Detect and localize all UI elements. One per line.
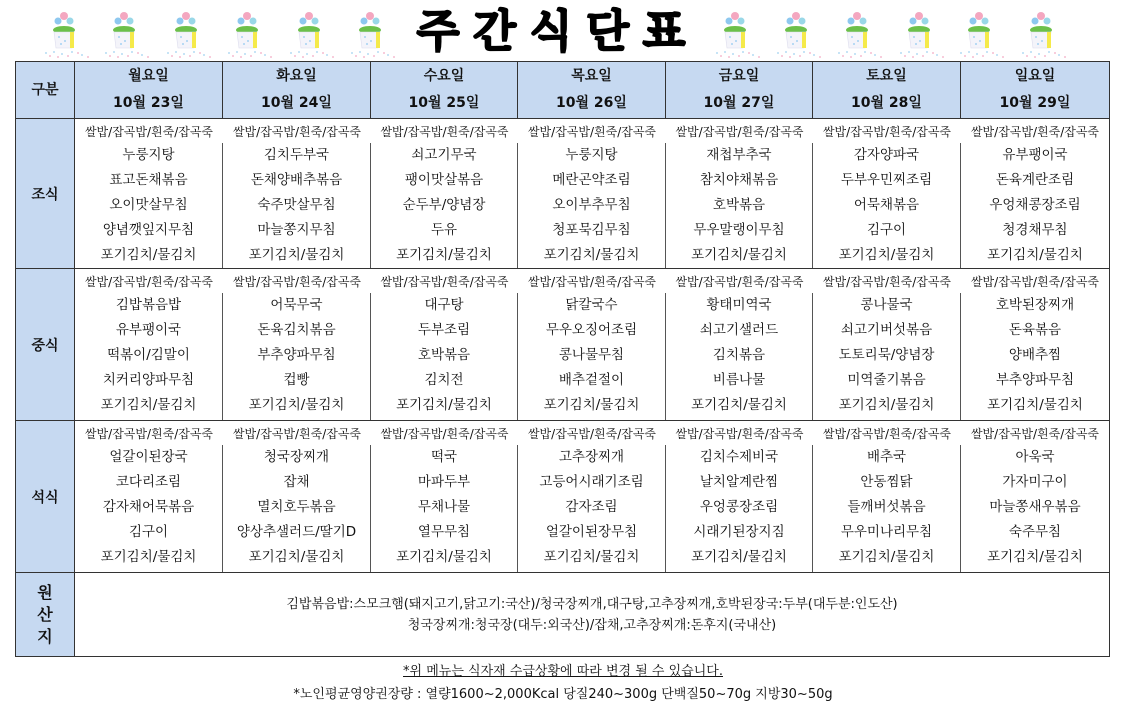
staple-text: 쌀밥/잡곡밥/흰죽/잡곡죽 <box>970 125 1100 139</box>
dish-item: 오이맛살무침 <box>109 197 188 213</box>
staple-line <box>75 423 1109 445</box>
corner-header <box>16 62 75 119</box>
menu-cell-lunch-thu <box>518 293 666 420</box>
meal-label: 조식 <box>31 186 59 203</box>
menu-cell-dinner-sun <box>961 445 1109 572</box>
flower-pot-icon <box>162 6 218 60</box>
flower-pot-icon <box>955 6 1011 60</box>
menu-cell-lunch-fri <box>666 293 813 420</box>
dish-item: 미역줄기볶음 <box>847 372 926 388</box>
flower-pot-icon <box>833 6 889 60</box>
day-date: 10월 25일 <box>408 95 480 111</box>
dish-item: 아욱국 <box>1015 449 1055 465</box>
dish-item: 참치야채볶음 <box>699 172 779 188</box>
dish-item: 포기김치/물김치 <box>248 549 345 565</box>
day-name: 일요일 <box>1014 68 1056 84</box>
row-label-origin <box>16 573 75 656</box>
dish-item: 포기김치/물김치 <box>838 247 935 263</box>
dish-item: 돈육김치볶음 <box>257 322 336 338</box>
dish-item: 돈채양배추볶음 <box>250 172 343 188</box>
meal-row-breakfast <box>75 119 1109 269</box>
menu-cell-breakfast-sun <box>961 143 1109 268</box>
dish-item: 잡채 <box>283 474 310 490</box>
dish-item: 포기김치/물김치 <box>987 397 1083 413</box>
dish-item: 무채나물 <box>417 499 471 515</box>
staple-text: 쌀밥/잡곡밥/흰죽/잡곡죽 <box>380 427 509 441</box>
meal-label: 중식 <box>31 337 59 354</box>
origin-line: 김밥볶음밥:스모크햄(돼지고기,닭고기:국산)/청국장찌개,대구탕,고추장찌개,호박된장국:두부(대두분:인도산) <box>286 596 898 612</box>
dish-item: 황태미역국 <box>706 297 772 313</box>
dish-item: 양상추샐러드/딸기D <box>236 524 357 540</box>
dish-item: 쇠고기버섯볶음 <box>840 322 933 338</box>
dish-item: 팽이맛살볶음 <box>404 172 484 188</box>
dish-item: 양배추찜 <box>1008 347 1062 363</box>
meal-row-lunch <box>75 269 1109 421</box>
staple-text: 쌀밥/잡곡밥/흰죽/잡곡죽 <box>822 125 952 139</box>
dish-item: 마늘쫑새우볶음 <box>989 499 1081 515</box>
dish-item: 얼갈이된장국 <box>109 449 188 465</box>
dish-item: 무우미나리무침 <box>840 524 933 540</box>
dish-item: 들깨버섯볶음 <box>847 499 926 515</box>
dish-item: 포기김치/물김치 <box>691 397 787 413</box>
menu-cell-dinner-wed <box>371 445 518 572</box>
dish-item: 마파두부 <box>417 474 471 490</box>
dish-item: 콩나물국 <box>860 297 913 313</box>
day-name: 화요일 <box>276 68 317 84</box>
dish-item: 포기김치/물김치 <box>100 397 197 413</box>
dish-item: 날치알계란찜 <box>699 474 779 490</box>
dish-item: 김치두부국 <box>263 147 330 163</box>
dish-item: 포기김치/물김치 <box>248 247 345 263</box>
dish-item: 시래기된장지짐 <box>693 524 785 540</box>
dish-item: 호박볶음 <box>712 197 766 213</box>
flower-pot-icon <box>1017 6 1073 60</box>
menu-cell-lunch-mon <box>75 293 223 420</box>
origin-label-char: 원 <box>37 582 53 602</box>
title-char: 단 <box>586 6 643 57</box>
dish-item: 김치볶음 <box>712 347 766 363</box>
page-title <box>408 4 708 60</box>
dish-item: 포기김치/물김치 <box>987 549 1083 565</box>
dish-item: 포기김치/물김치 <box>987 247 1083 263</box>
day-date: 10월 23일 <box>113 95 184 111</box>
day-name: 목요일 <box>571 68 612 84</box>
dish-item: 호박볶음 <box>417 347 471 363</box>
menu-cell-dinner-thu <box>518 445 666 572</box>
dish-item: 닭칼국수 <box>565 297 618 313</box>
dish-item: 비름나물 <box>712 372 766 388</box>
origin-info <box>75 573 1109 656</box>
dish-item: 감자조림 <box>565 499 618 515</box>
dish-item: 숙주맛살무침 <box>257 197 336 213</box>
staple-text: 쌀밥/잡곡밥/흰죽/잡곡죽 <box>380 125 509 139</box>
dish-item: 포기김치/물김치 <box>691 549 787 565</box>
dish-item: 포기김치/물김치 <box>396 549 492 565</box>
dish-item: 김치전 <box>424 372 464 388</box>
dish-item: 김치수제비국 <box>699 449 779 465</box>
menu-cell-breakfast-sat <box>813 143 961 268</box>
day-name: 금요일 <box>718 68 760 84</box>
dish-item: 감자양파국 <box>853 147 920 163</box>
menu-cell-breakfast-thu <box>518 143 666 268</box>
dish-item: 순두부/양념장 <box>402 197 486 213</box>
day-name: 수요일 <box>423 68 465 84</box>
dish-item: 김밥볶음밥 <box>115 297 182 313</box>
dish-item: 포기김치/물김치 <box>691 247 787 263</box>
weekly-menu-table <box>15 61 1110 657</box>
menu-cell-dinner-tue <box>223 445 371 572</box>
day-date: 10월 26일 <box>556 95 627 111</box>
flower-pot-icon <box>895 6 951 60</box>
dish-item: 대구탕 <box>424 297 464 313</box>
dish-item: 배추국 <box>866 449 907 465</box>
dish-item: 안동찜닭 <box>860 474 913 490</box>
day-header-sun <box>961 62 1109 119</box>
day-header-tue <box>223 62 371 119</box>
day-header-fri <box>666 62 813 119</box>
dish-item: 감자채어묵볶음 <box>102 499 195 515</box>
dish-item: 멸치호두볶음 <box>257 499 336 515</box>
dish-item: 어묵무국 <box>270 297 323 313</box>
day-date: 10월 24일 <box>261 95 332 111</box>
staple-text: 쌀밥/잡곡밥/흰죽/잡곡죽 <box>232 275 362 289</box>
day-date: 10월 28일 <box>851 95 922 111</box>
dish-item: 부추양파무침 <box>257 347 336 363</box>
dish-item: 누룽지탕 <box>122 147 175 163</box>
staple-text: 쌀밥/잡곡밥/흰죽/잡곡죽 <box>232 125 362 139</box>
dish-item: 컵빵 <box>283 372 310 388</box>
dish-item: 청포묵김무침 <box>552 222 631 238</box>
dish-item: 고등어시래기조림 <box>539 474 644 490</box>
dish-item: 포기김치/물김치 <box>543 247 640 263</box>
origin-line: 청국장찌개:청국장(대두:외국산)/잡채,고추장찌개:돈후지(국내산) <box>407 617 777 633</box>
dish-item: 떡볶이/김말이 <box>107 347 190 363</box>
flower-pot-icon <box>285 6 341 60</box>
dish-item: 오이부추무침 <box>552 197 631 213</box>
header-band <box>0 0 1126 61</box>
day-header-thu <box>518 62 666 119</box>
dish-item: 우엉콩장조림 <box>699 499 779 515</box>
dish-item: 코다리조림 <box>115 474 182 490</box>
meal-label: 석식 <box>31 489 59 506</box>
dish-item: 숙주무침 <box>1008 524 1062 540</box>
dish-item: 김구이 <box>866 222 907 238</box>
dish-item: 포기김치/물김치 <box>838 397 935 413</box>
dish-item: 돈육계란조림 <box>995 172 1075 188</box>
title-char: 표 <box>642 6 700 57</box>
menu-cell-lunch-sat <box>813 293 961 420</box>
title-char: 식 <box>529 6 587 57</box>
staple-text: 쌀밥/잡곡밥/흰죽/잡곡죽 <box>84 125 214 139</box>
staple-text: 쌀밥/잡곡밥/흰죽/잡곡죽 <box>675 125 804 139</box>
dish-item: 유부팽이국 <box>1002 147 1068 163</box>
flower-pot-icon <box>100 6 156 60</box>
staple-text: 쌀밥/잡곡밥/흰죽/잡곡죽 <box>527 125 657 139</box>
day-header-wed <box>371 62 518 119</box>
menu-cell-breakfast-mon <box>75 143 223 268</box>
dish-item: 도토리묵/양념장 <box>838 347 935 363</box>
row-label-lunch <box>16 269 75 421</box>
dish-item: 두부우민찌조림 <box>840 172 933 188</box>
dish-item: 김구이 <box>128 524 169 540</box>
menu-cell-dinner-mon <box>75 445 223 572</box>
dish-item: 열무무침 <box>417 524 471 540</box>
day-header-mon <box>75 62 223 119</box>
flower-pot-icon <box>223 6 279 60</box>
dish-item: 포기김치/물김치 <box>100 549 197 565</box>
menu-cell-dinner-sat <box>813 445 961 572</box>
staple-text: 쌀밥/잡곡밥/흰죽/잡곡죽 <box>675 275 804 289</box>
menu-cell-breakfast-tue <box>223 143 371 268</box>
staple-text: 쌀밥/잡곡밥/흰죽/잡곡죽 <box>84 275 214 289</box>
row-label-dinner <box>16 421 75 573</box>
dish-item: 부추양파무침 <box>995 372 1075 388</box>
staple-text: 쌀밥/잡곡밥/흰죽/잡곡죽 <box>380 275 509 289</box>
dish-item: 배추겉절이 <box>558 372 625 388</box>
flower-pot-icon <box>711 6 767 60</box>
nutrition-recommendation: *노인평균영양권장량 : 열량1600~2,000Kcal 당질240~300g 단백질50~70g 지방30~50g <box>293 687 833 702</box>
row-label-breakfast <box>16 119 75 269</box>
dish-item: 마늘쫑지무침 <box>257 222 336 238</box>
dish-item: 포기김치/물김치 <box>396 247 492 263</box>
dish-item: 포기김치/물김치 <box>248 397 345 413</box>
dish-item: 청경채무침 <box>1002 222 1068 238</box>
staple-text: 쌀밥/잡곡밥/흰죽/잡곡죽 <box>970 275 1100 289</box>
dish-item: 유부팽이국 <box>115 322 182 338</box>
menu-change-notice: *위 메뉴는 식자재 수급상황에 따라 변경 될 수 있습니다. <box>403 664 723 679</box>
dish-item: 쇠고기무국 <box>411 147 477 163</box>
menu-cell-lunch-sun <box>961 293 1109 420</box>
staple-text: 쌀밥/잡곡밥/흰죽/잡곡죽 <box>675 427 804 441</box>
dish-item: 돈육볶음 <box>1008 322 1062 338</box>
staple-line <box>75 121 1109 143</box>
dish-item: 포기김치/물김치 <box>100 247 197 263</box>
menu-cell-dinner-fri <box>666 445 813 572</box>
dish-item: 두부조림 <box>417 322 471 338</box>
flower-pot-icon <box>40 6 96 60</box>
dish-item: 가자미구이 <box>1002 474 1068 490</box>
dish-item: 떡국 <box>430 449 458 465</box>
dish-item: 포기김치/물김치 <box>396 397 492 413</box>
flower-pot-icon <box>346 6 402 60</box>
dish-item: 호박된장찌개 <box>995 297 1075 313</box>
dish-item: 포기김치/물김치 <box>543 397 640 413</box>
dish-item: 메란곤약조림 <box>552 172 631 188</box>
dish-item: 두유 <box>430 222 458 238</box>
staple-text: 쌀밥/잡곡밥/흰죽/잡곡죽 <box>84 427 214 441</box>
staple-text: 쌀밥/잡곡밥/흰죽/잡곡죽 <box>527 427 657 441</box>
title-char: 간 <box>473 6 530 57</box>
dish-item: 무우말랭이무침 <box>693 222 785 238</box>
day-date: 10월 27일 <box>703 95 775 111</box>
staple-line <box>75 271 1109 293</box>
origin-label-char: 산 <box>37 604 53 624</box>
origin-label-char: 지 <box>37 626 53 646</box>
dish-item: 포기김치/물김치 <box>838 549 935 565</box>
dish-item: 누룽지탕 <box>565 147 618 163</box>
dish-item: 무우오징어조림 <box>545 322 638 338</box>
dish-item: 어묵채볶음 <box>853 197 920 213</box>
dish-item: 청국장찌개 <box>263 449 330 465</box>
title-char: 주 <box>416 6 474 57</box>
flower-pot-icon <box>772 6 828 60</box>
dish-item: 얼갈이된장무침 <box>545 524 638 540</box>
corner-label: 구분 <box>31 81 59 98</box>
day-date: 10월 29일 <box>999 95 1071 111</box>
dish-item: 우엉채콩장조림 <box>989 197 1081 213</box>
menu-cell-lunch-tue <box>223 293 371 420</box>
meal-row-dinner <box>75 421 1109 573</box>
menu-cell-lunch-wed <box>371 293 518 420</box>
dish-item: 포기김치/물김치 <box>543 549 640 565</box>
dish-item: 양념깻잎지무침 <box>102 222 195 238</box>
dish-item: 표고돈채볶음 <box>109 172 188 188</box>
staple-text: 쌀밥/잡곡밥/흰죽/잡곡죽 <box>822 275 952 289</box>
menu-cell-breakfast-wed <box>371 143 518 268</box>
menu-cell-breakfast-fri <box>666 143 813 268</box>
staple-text: 쌀밥/잡곡밥/흰죽/잡곡죽 <box>232 427 362 441</box>
day-name: 토요일 <box>866 68 907 84</box>
staple-text: 쌀밥/잡곡밥/흰죽/잡곡죽 <box>527 275 657 289</box>
dish-item: 고추장찌개 <box>558 449 625 465</box>
day-header-sat <box>813 62 961 119</box>
staple-text: 쌀밥/잡곡밥/흰죽/잡곡죽 <box>822 427 952 441</box>
dish-item: 치커리양파무침 <box>102 372 195 388</box>
dish-item: 재첩부추국 <box>706 147 772 163</box>
dish-item: 콩나물무침 <box>558 347 625 363</box>
staple-text: 쌀밥/잡곡밥/흰죽/잡곡죽 <box>970 427 1100 441</box>
dish-item: 쇠고기샐러드 <box>699 322 779 338</box>
day-name: 월요일 <box>128 68 169 84</box>
